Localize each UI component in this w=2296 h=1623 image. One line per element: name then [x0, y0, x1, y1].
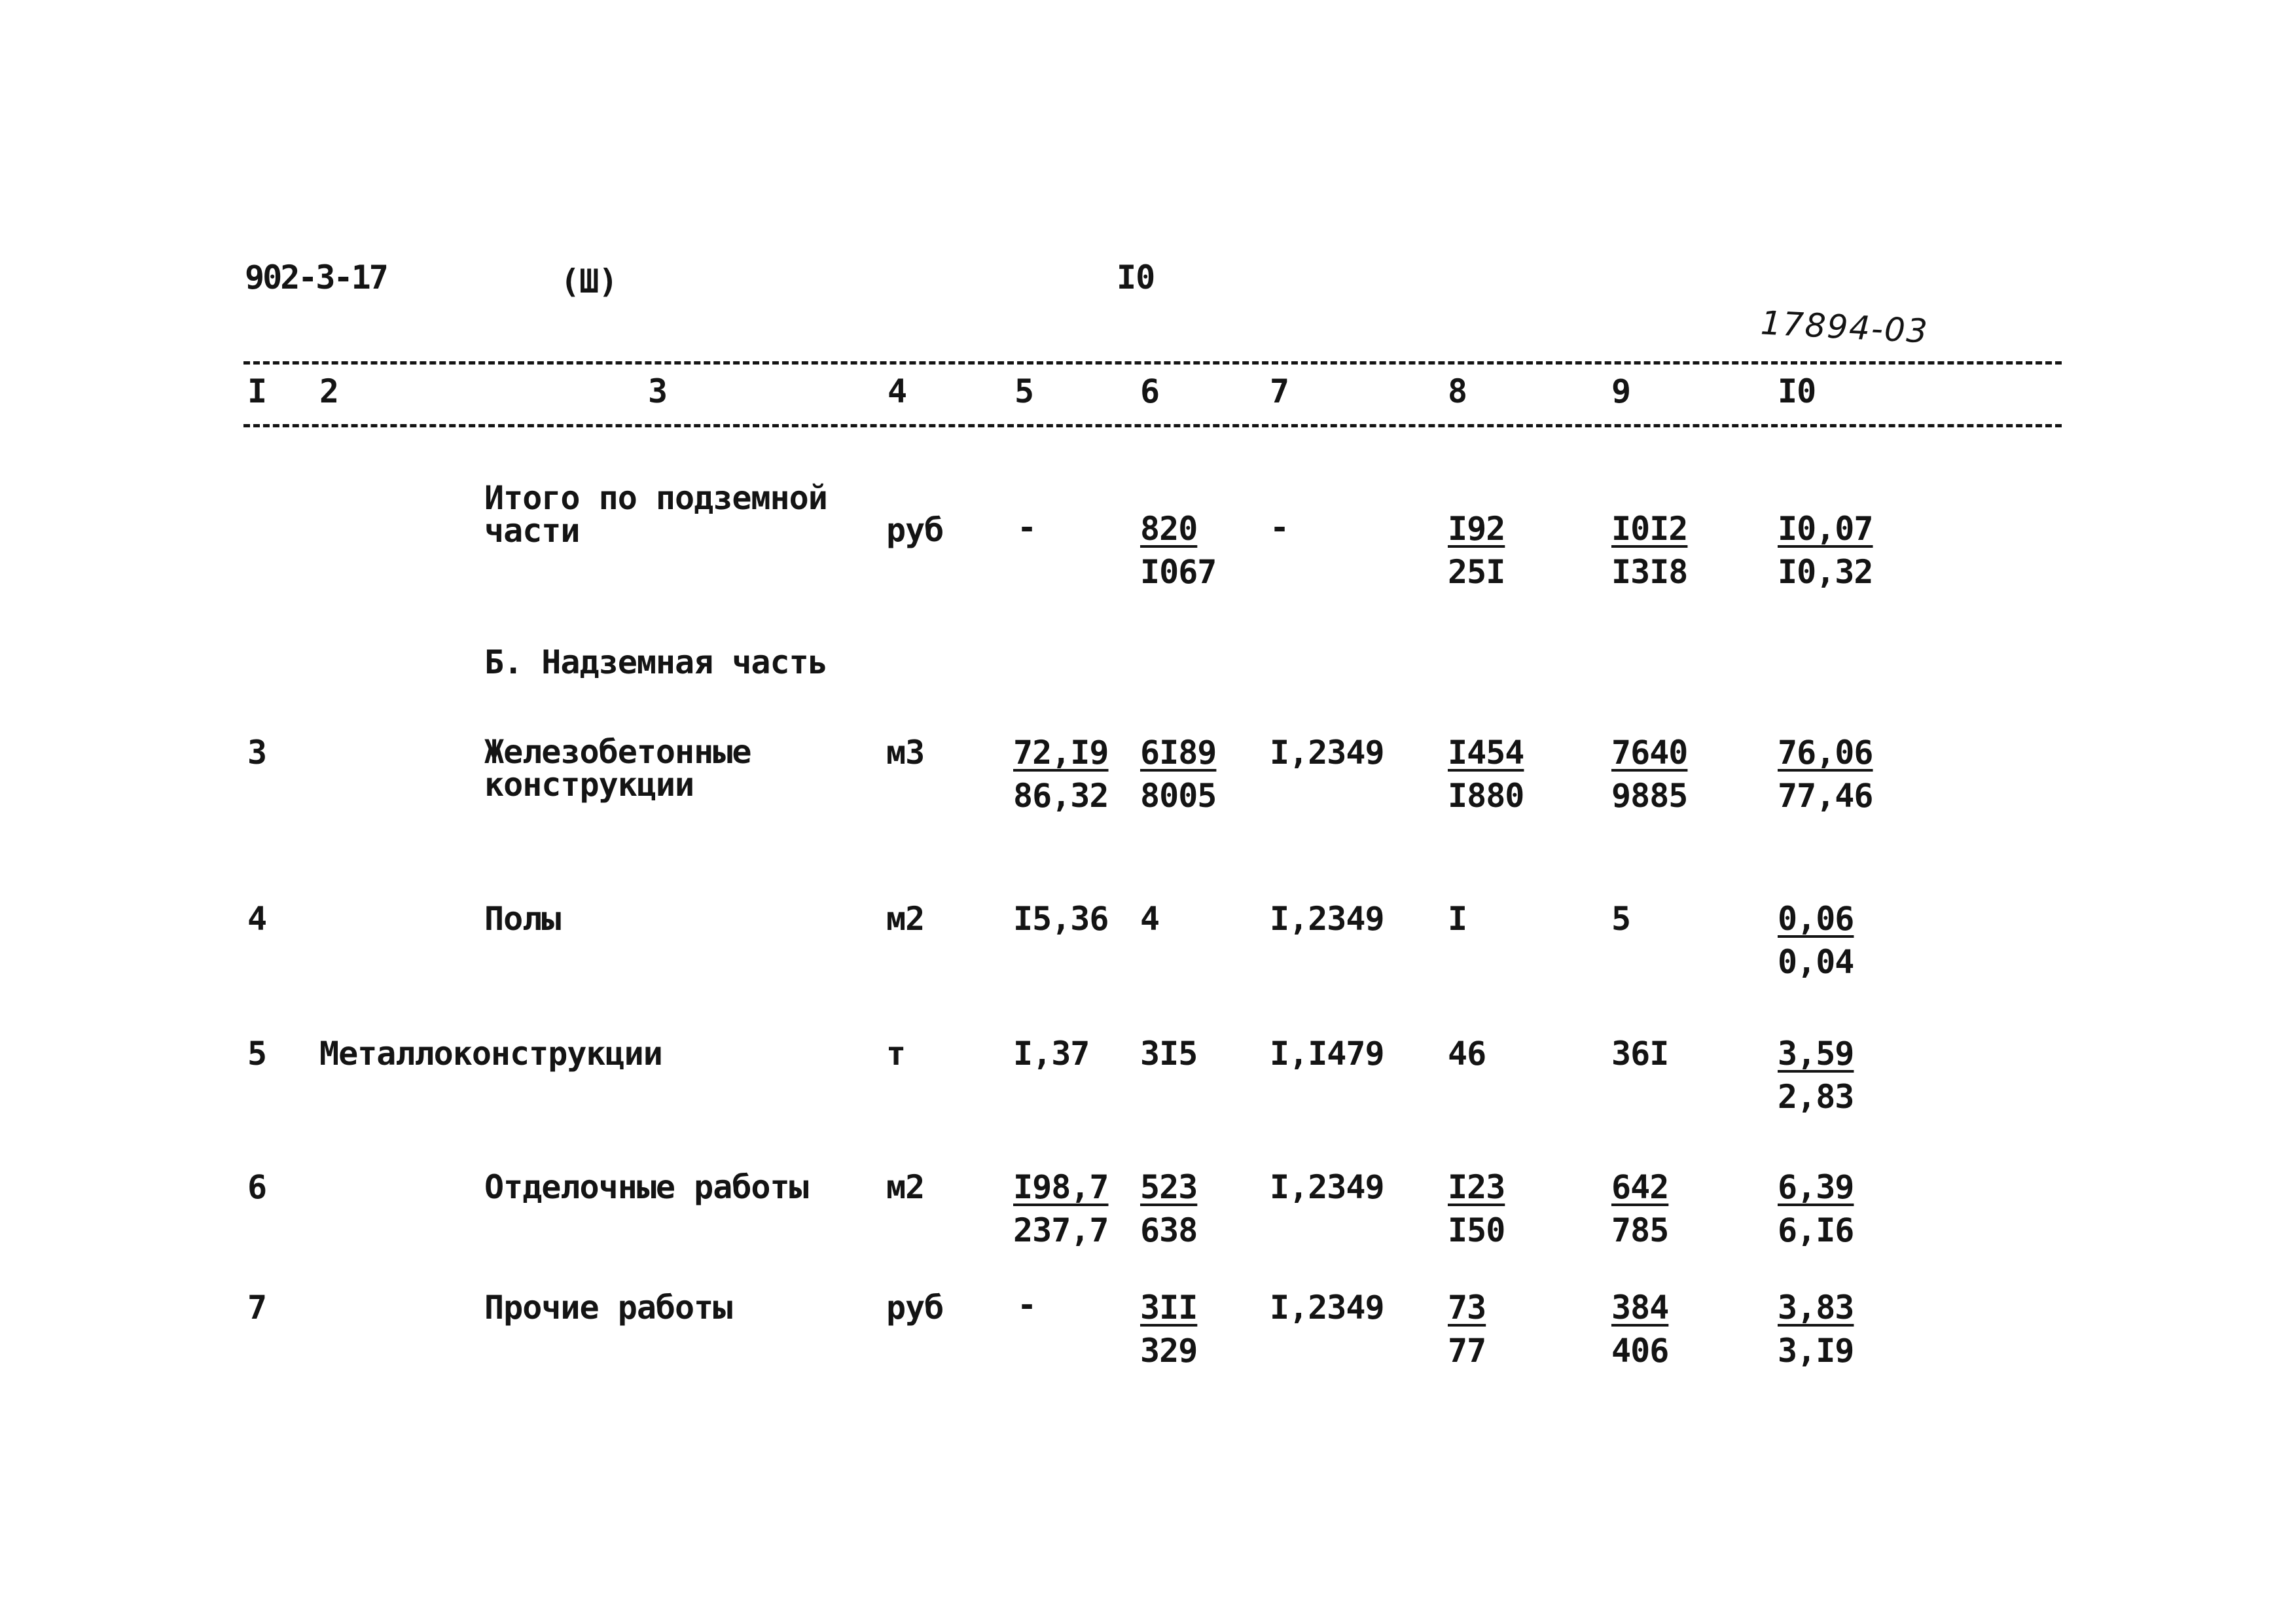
col6-top-value: 523: [1140, 1168, 1198, 1206]
column-header: 4: [888, 372, 907, 410]
col8-bottom-value: I50: [1448, 1211, 1505, 1249]
col6-bottom-value: 638: [1140, 1211, 1198, 1249]
col5-value: I5,36: [1013, 900, 1109, 938]
col6-top-value: 6I89: [1140, 734, 1217, 772]
column-header: I: [247, 372, 267, 410]
col8-bottom-value: 77: [1448, 1332, 1486, 1370]
column-header: 9: [1611, 372, 1631, 410]
column-header: I0: [1778, 372, 1816, 410]
col10-bottom-value: 0,04: [1778, 943, 1854, 981]
col7-value: I,I479: [1270, 1035, 1384, 1073]
column-header: 2: [319, 372, 339, 410]
col9-bottom-value: 406: [1611, 1332, 1669, 1370]
document-part: (Ш): [560, 262, 618, 300]
col9-top-value: I0I2: [1611, 510, 1688, 548]
col8-value: I: [1448, 900, 1467, 938]
col10-bottom-value: 3,I9: [1778, 1332, 1854, 1370]
col8-top-value: I92: [1448, 510, 1505, 548]
row-description: Прочие работы: [484, 1289, 732, 1327]
row-unit: руб: [886, 1289, 944, 1327]
column-header: 5: [1014, 372, 1034, 410]
row-unit: м3: [886, 734, 925, 772]
col9-top-value: 642: [1611, 1168, 1669, 1206]
section-heading: Б. Надземная часть: [484, 643, 827, 681]
column-header: 8: [1448, 372, 1467, 410]
header-top-rule: [243, 361, 2062, 365]
col7-value: -: [1270, 508, 1289, 546]
row-unit: м2: [886, 1168, 925, 1206]
col6-bottom-value: 329: [1140, 1332, 1198, 1370]
inventory-number: 17894-03: [1759, 304, 1930, 351]
col10-bottom-value: 6,I6: [1778, 1211, 1854, 1249]
col8-bottom-value: 25I: [1448, 553, 1505, 591]
header-bottom-rule: [243, 424, 2062, 427]
row-unit: м2: [886, 900, 925, 938]
col9-bottom-value: 9885: [1611, 777, 1688, 815]
col8-top-value: I23: [1448, 1168, 1505, 1206]
col7-value: I,2349: [1270, 900, 1384, 938]
col9-bottom-value: 785: [1611, 1211, 1669, 1249]
col10-top-value: 6,39: [1778, 1168, 1854, 1206]
page-number: I0: [1117, 259, 1155, 296]
row-description: Железобетонные конструкции: [484, 733, 751, 804]
col10-bottom-value: 77,46: [1778, 777, 1873, 815]
col8-value: 46: [1448, 1035, 1486, 1073]
row-number: 6: [247, 1168, 267, 1206]
col6-bottom-value: I067: [1140, 553, 1217, 591]
col5-value: I,37: [1013, 1035, 1090, 1073]
col8-top-value: 73: [1448, 1289, 1486, 1327]
row-number: 4: [247, 900, 267, 938]
column-header: 7: [1270, 372, 1289, 410]
col10-top-value: 3,83: [1778, 1289, 1854, 1327]
column-header: 3: [648, 372, 668, 410]
col10-bottom-value: I0,32: [1778, 553, 1873, 591]
col8-bottom-value: I880: [1448, 777, 1524, 815]
row-number: 5: [247, 1035, 267, 1073]
col6-value: 3I5: [1140, 1035, 1198, 1073]
col6-top-value: 820: [1140, 510, 1198, 548]
col6-value: 4: [1140, 900, 1160, 938]
col6-bottom-value: 8005: [1140, 777, 1217, 815]
col5-top-value: 72,I9: [1013, 734, 1109, 772]
document-code: 902-3-17: [245, 259, 387, 296]
col5-bottom-value: 86,32: [1013, 777, 1109, 815]
col9-bottom-value: I3I8: [1611, 553, 1688, 591]
col10-bottom-value: 2,83: [1778, 1078, 1854, 1116]
row-unit: т: [886, 1035, 906, 1073]
col9-top-value: 7640: [1611, 734, 1688, 772]
col10-top-value: 76,06: [1778, 734, 1873, 772]
row-description: Отделочные работы: [484, 1168, 808, 1206]
col9-value: 5: [1611, 900, 1631, 938]
row-description: Полы: [484, 900, 561, 938]
col9-value: 36I: [1611, 1035, 1669, 1073]
col10-top-value: 3,59: [1778, 1035, 1854, 1073]
col8-top-value: I454: [1448, 734, 1524, 772]
col5-bottom-value: 237,7: [1013, 1211, 1109, 1249]
col10-top-value: 0,06: [1778, 900, 1854, 938]
col7-value: I,2349: [1270, 1168, 1384, 1206]
row-number: 3: [247, 734, 267, 772]
row-number: 7: [247, 1289, 267, 1327]
column-header: 6: [1140, 372, 1160, 410]
col6-top-value: 3II: [1140, 1289, 1198, 1327]
col7-value: I,2349: [1270, 1289, 1384, 1327]
col10-top-value: I0,07: [1778, 510, 1873, 548]
col5-value: -: [1017, 1286, 1037, 1324]
row-description: Итого по подземной части: [484, 479, 827, 550]
row-unit: руб: [886, 511, 944, 549]
col9-top-value: 384: [1611, 1289, 1669, 1327]
col5-value: -: [1017, 508, 1037, 546]
row-description: Металлоконструкции: [319, 1035, 662, 1073]
col7-value: I,2349: [1270, 734, 1384, 772]
col5-top-value: I98,7: [1013, 1168, 1109, 1206]
